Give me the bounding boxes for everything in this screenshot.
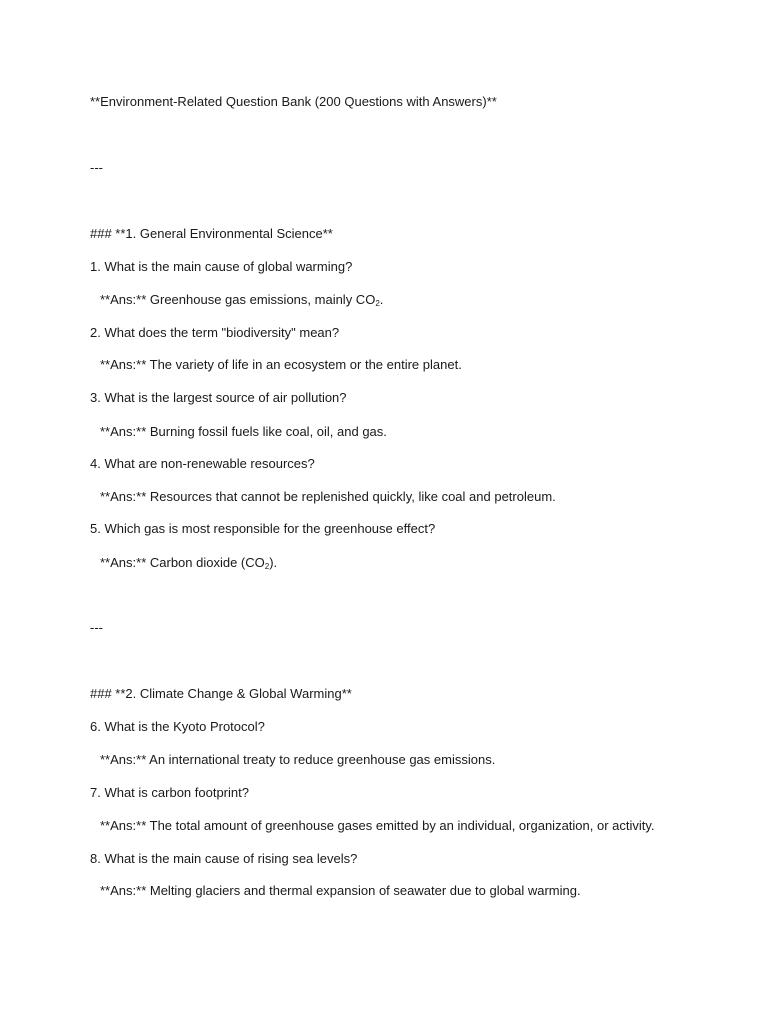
answer-prefix: **Ans:** xyxy=(100,489,147,504)
separator: --- xyxy=(90,160,103,175)
answer xyxy=(100,818,655,834)
answer-prefix: **Ans:** xyxy=(100,292,147,307)
document-title: **Environment-Related Question Bank (200 Questions with Answers)** xyxy=(90,94,497,109)
question: 5. Which gas is most responsible for the greenhouse effect? xyxy=(90,521,436,536)
answer-text: An international treaty to reduce greenhouse gas emissions. xyxy=(149,752,496,767)
question: 2. What does the term "biodiversity" mean? xyxy=(90,325,340,340)
answer-suffix: . xyxy=(379,292,384,307)
answer-prefix: **Ans:** xyxy=(100,555,147,570)
question: 7. What is carbon footprint? xyxy=(90,785,249,800)
answer xyxy=(100,555,277,571)
question: 1. What is the main cause of global warming? xyxy=(90,259,353,274)
section-heading: ### **2. Climate Change & Global Warming** xyxy=(90,686,352,701)
separator: --- xyxy=(90,620,103,635)
answer xyxy=(100,489,556,505)
answer-text: Greenhouse gas emissions, mainly CO xyxy=(149,292,376,307)
answer-text: The total amount of greenhouse gases emitted by an individual, organization, or activity. xyxy=(149,818,655,833)
answer xyxy=(100,424,387,440)
answer-text: The variety of life in an ecosystem or the entire planet. xyxy=(149,357,462,372)
answer-suffix: ). xyxy=(269,555,278,570)
answer-text: Resources that cannot be replenished quickly, like coal and petroleum. xyxy=(149,489,556,504)
answer-text: Burning fossil fuels like coal, oil, and gas. xyxy=(149,424,387,439)
question: 3. What is the largest source of air pollution? xyxy=(90,390,347,405)
section-heading: ### **1. General Environmental Science** xyxy=(90,226,333,241)
question: 4. What are non-renewable resources? xyxy=(90,456,315,471)
answer-prefix: **Ans:** xyxy=(100,818,147,833)
answer xyxy=(100,883,581,899)
answer-prefix: **Ans:** xyxy=(100,424,147,439)
answer-subscript: 2 xyxy=(375,299,380,308)
answer-prefix: **Ans:** xyxy=(100,752,147,767)
answer xyxy=(100,292,383,308)
question: 8. What is the main cause of rising sea levels? xyxy=(90,851,358,866)
answer-subscript: 2 xyxy=(264,562,270,571)
question: 6. What is the Kyoto Protocol? xyxy=(90,719,265,734)
answer-prefix: **Ans:** xyxy=(100,357,147,372)
answer-text: Carbon dioxide (CO xyxy=(149,555,265,570)
answer xyxy=(100,357,462,373)
answer-prefix: **Ans:** xyxy=(100,883,147,898)
answer xyxy=(100,752,495,768)
answer-text: Melting glaciers and thermal expansion of seawater due to global warming. xyxy=(149,883,581,898)
